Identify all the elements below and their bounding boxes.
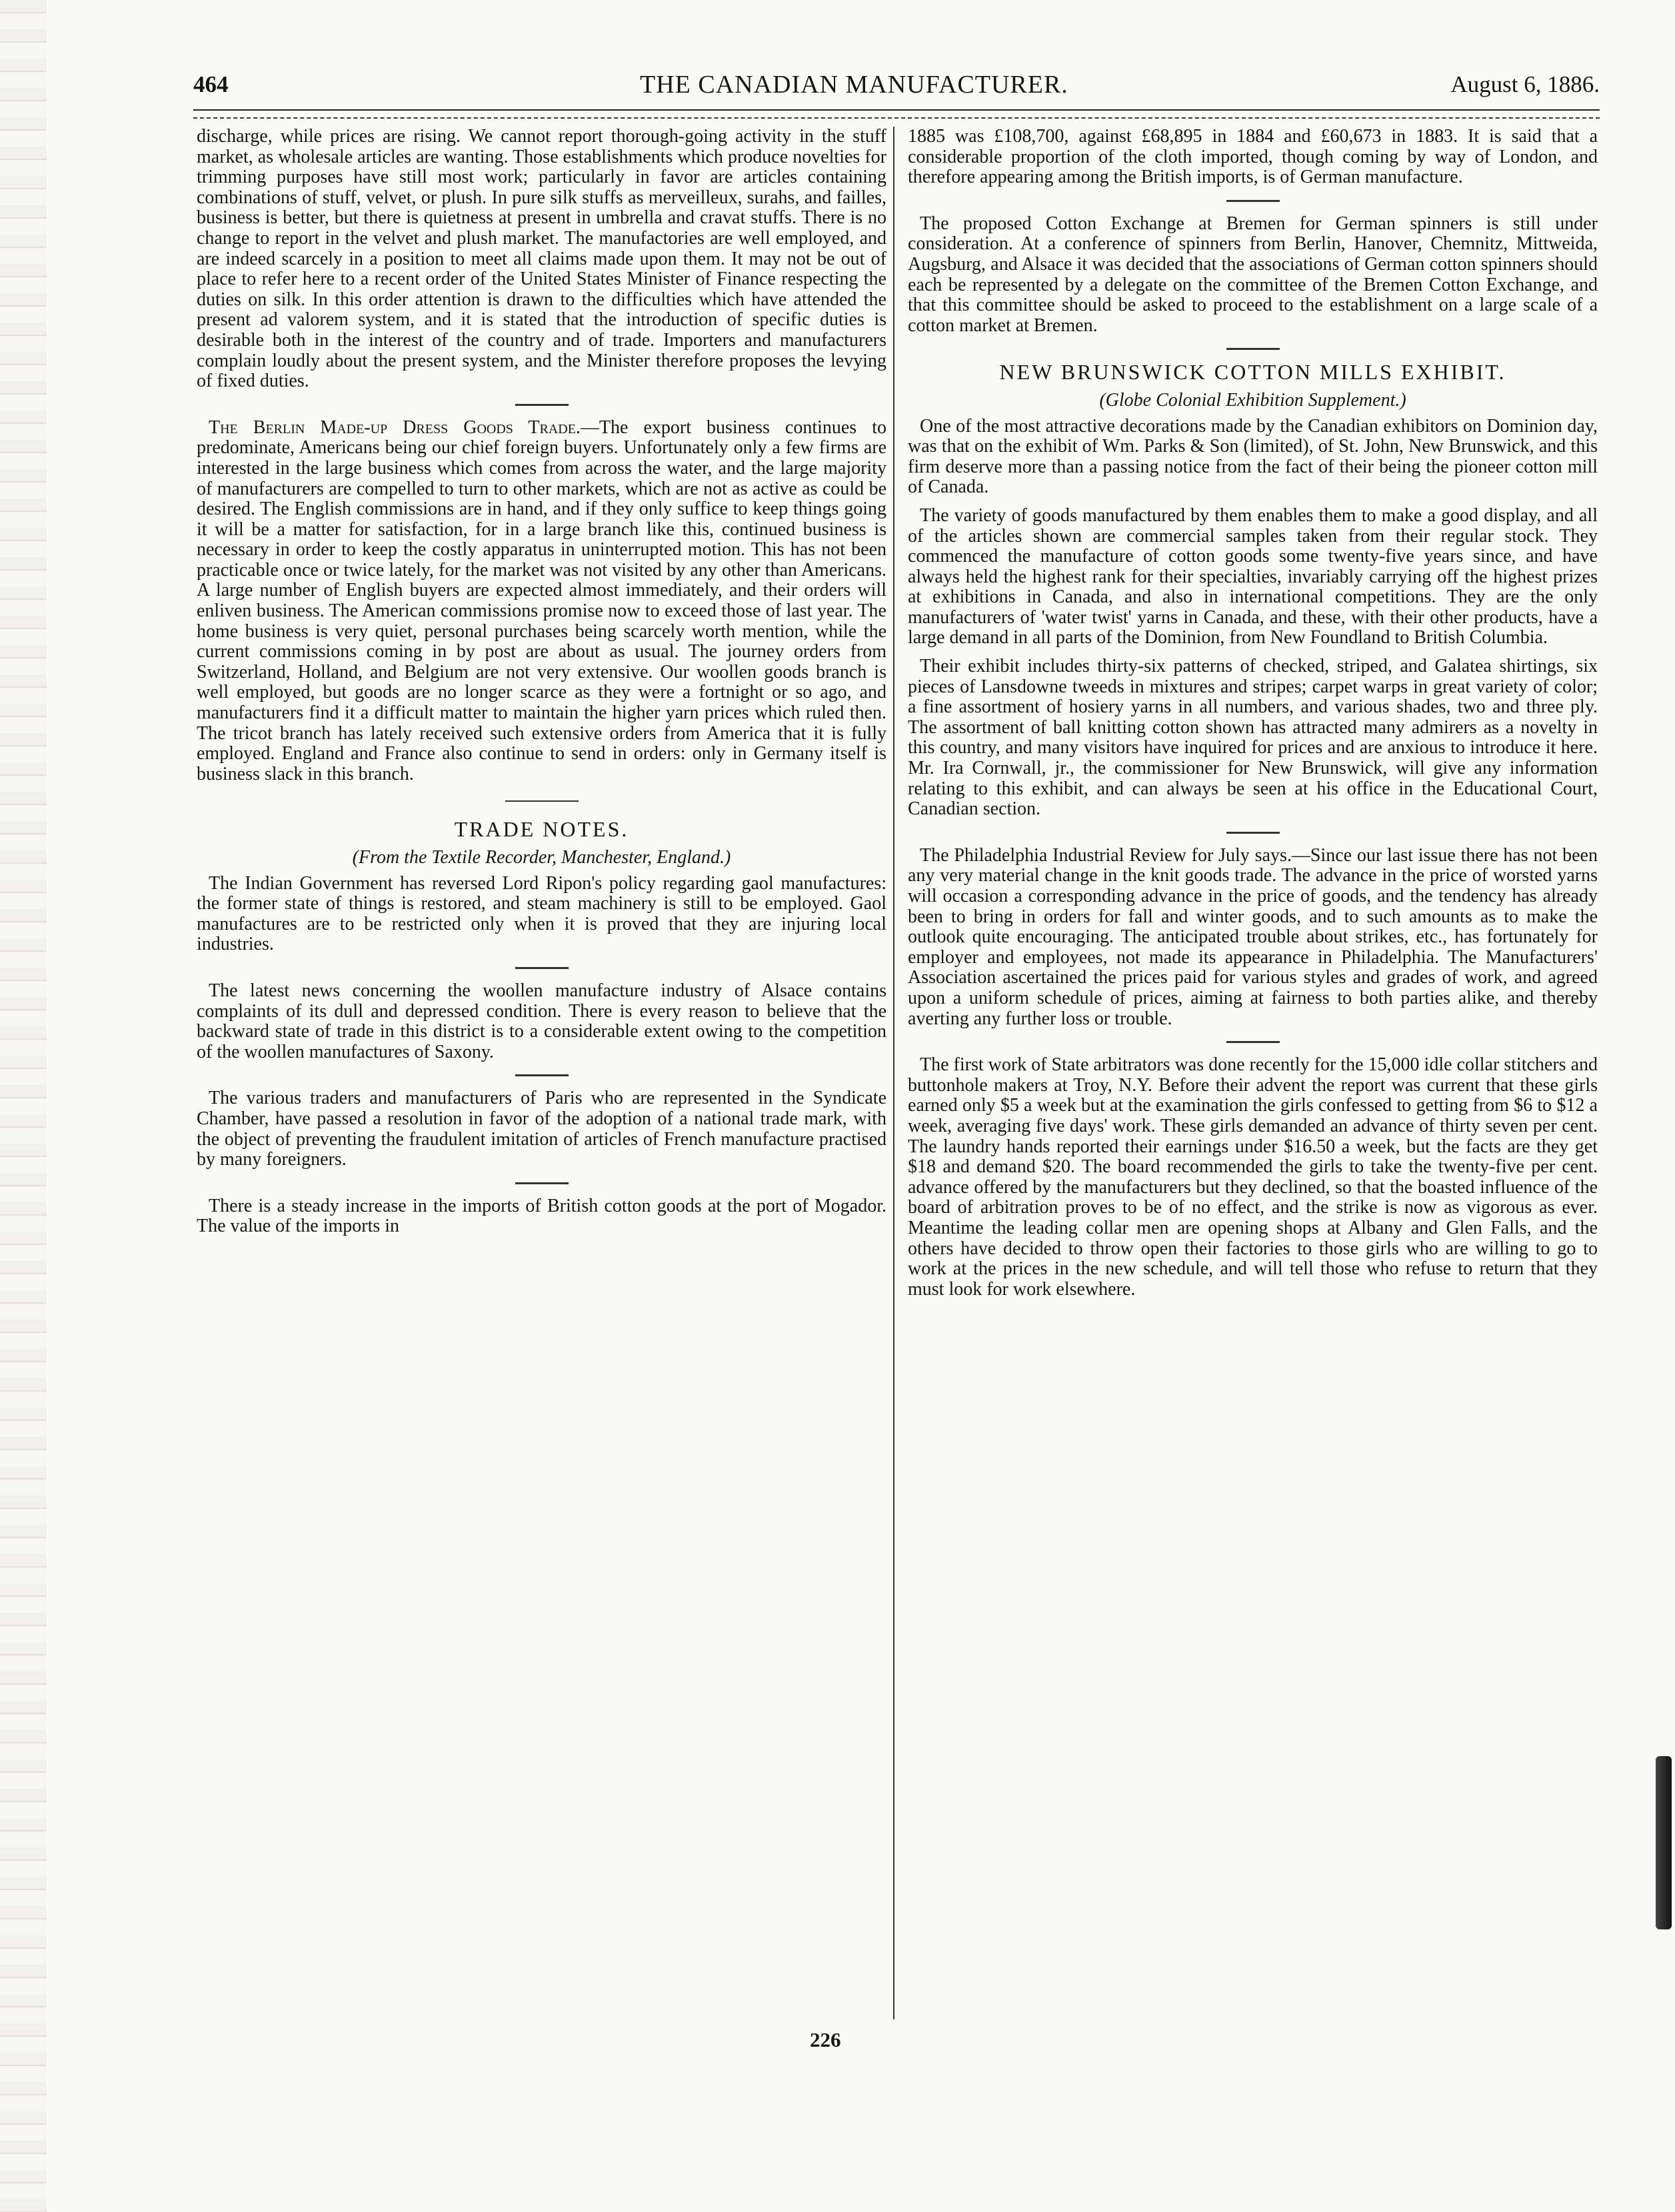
scanned-right-edge (1656, 1756, 1672, 1929)
bremen-cotton-exchange-note: The proposed Cotton Exchange at Bremen for German spinners is still under consideration. At a conference of spinners from Berlin, Hanover, Chemnitz, Mittweida, Augsburg, and Alsace it was decided that the associations of German cotton spinners should each be represented by a delegate on the committee of the Bremen Cotton Exchange, and that this committee should be asked to proceed to the establishment on a large scale of a cotton market at Bremen. (908, 213, 1598, 336)
new-brunswick-source: (Globe Colonial Exhibition Supplement.) (1099, 389, 1406, 411)
left-paragraph-1: discharge, while prices are rising. We cannot report thorough-going activity in the stuff market, as wholesale articles are wanting. Those establishments which produce novelties for trimming purposes have still most work; particularly in favor are articles containing combinations of stuff, velvet, or plush. In pure silk stuffs as merveilleux, surahs, and failles, business is better, but there is quietness at present in umbrella and cravat stuffs. There is no change to report in the velvet and plush market. The manufactories are well employed, and are indeed scarcely in a position to meet all claims made upon them. It may not be out of place to refer here to a recent order of the United States Minister of Finance respecting the duties on silk. In this order attention is drawn to the difficulties which have attended the present ad valorem system, and it is stated that the introduction of specific duties is desirable both in the interest of the country and of trade. Importers and manufacturers complain loudly about the present system, and the Minister therefore proposes the levying of fixed duties. (197, 127, 886, 392)
issue-date: August 6, 1886. (1450, 71, 1600, 97)
page-header (193, 64, 1600, 105)
paris-trade-mark-note: The various traders and manufacturers of Paris who are represented in the Syndicate Chamber, have passed a resolution in favor of the adoption of a national trade mark, with the object of preventing the fraudulent imitation of articles of French manufacture practised by many foreigners. (197, 1088, 886, 1170)
section-rule (515, 1074, 569, 1076)
left-column (197, 127, 886, 2019)
section-rule (515, 1182, 569, 1184)
right-column (908, 127, 1598, 2019)
new-brunswick-heading: NEW BRUNSWICK COTTON MILLS EXHIBIT. (999, 360, 1506, 385)
new-brunswick-paragraph-2: The variety of goods manufactured by them enables them to make a good display, and all of the articles shown are commercial samples taken from their regular stock. They commenced the manufacture of cotton goods some twenty-five years since, and have always held the highest rank for their specialties, invariably carrying off the highest prizes at exhibitions in Canada, and also in international competitions. They are the only manufacturers of 'water twist' yarns in Canada, and these, with their other products, have a large demand in all parts of the Dominion, from New Foundland to British Columbia. (908, 505, 1598, 648)
page-number: 464 (193, 71, 229, 97)
state-arbitrators-note: The first work of State arbitrators was done recently for the 15,000 idle collar stitchers and buttonhole makers at Troy, N.Y. Before their advent the report was current that these girls earned only $5 a week but at the examination the girls confessed to getting from $6 to $12 a week, averaging five days' work. These girls demanded an advance of thirty seven per cent. The laundry hands reported their earnings under $16.50 a week, but the facts are they get $18 and demand $20. The board recommended the girls to take the twenty-five per cent. advance offered by the manufacturers but they declined, so that the boasted influence of the board of arbitration proves to be of no effect, and the strike is now as vigorous as ever. Meantime the leading collar men are opening shops at Albany and Glen Falls, and the others have decided to throw open their factories to those girls who are willing to go to work at the prices in the new schedule, and will tell those who refuse to return that they must look for work elsewhere. (908, 1054, 1598, 1300)
indian-government-note: The Indian Government has reversed Lord Ripon's policy regarding gaol manufactures: the former state of things is restored, and steam machinery is still to be employed. Gaol manufactures are to be restricted only when it is proved that they are injuring local industries. (197, 872, 886, 955)
section-rule (1226, 1041, 1280, 1043)
philadelphia-review-note: The Philadelphia Industrial Review for July says.—Since our last issue there has not been any very material change in the knit goods trade. The advance in the price of worsted yarns will occasion a corresponding advance in the price of goods, and the tendency has already been to bring in orders for fall and winter goods, and to such amounts as to make the outlook quite encouraging. The anticipated trouble about strikes, etc., has fortunately for employer and employees, not made its appearance in Philadelphia. The Manufacturers' Association ascertained the prices paid for various styles and grades of work, and agreed upon a uniform schedule of prices, aiming at fairness to both parties alike, and thereby averting any further loss or trouble. (908, 844, 1598, 1029)
section-rule (515, 404, 569, 406)
publication-title: THE CANADIAN MANUFACTURER. (640, 71, 1068, 99)
new-brunswick-paragraph-1: One of the most attractive decorations made by the Canadian exhibitors on Dominion day, was that on the exhibit of Wm. Parks & Son (limited), of St. John, New Brunswick, and this firm deserve more than a passing notice from the fact of their being the pioneer cotton mill of Canada. (908, 415, 1598, 498)
mogador-imports-continued: 1885 was £108,700, against £68,895 in 1884 and £60,673 in 1883. It is said that a considerable proportion of the cloth imported, though coming by way of London, and therefore appearing among the British imports, is of German manufacture. (908, 127, 1598, 188)
trade-notes-heading: TRADE NOTES. (454, 817, 629, 842)
section-rule (515, 967, 569, 969)
berlin-trade-paragraph (197, 418, 886, 785)
folio-number: 226 (810, 2028, 841, 2051)
new-brunswick-paragraph-3: Their exhibit includes thirty-six patterns of checked, striped, and Galatea shirtings, six pieces of Lansdowne tweeds in mixtures and stripes; carpet warps in great variety of color; a fine assortment of hosiery yarns in all numbers, and various shades, two and three ply. The assortment of ball knitting cotton shown has attracted many admirers as a novelty in this country, and many visitors have inquired for prices and are anxious to introduce it here. Mr. Ira Cornwall, jr., the commissioner for New Brunswick, will give any information relating to this exhibit, and can always be seen at his office in the Educational Court, Canadian section. (908, 656, 1598, 820)
alsace-woollen-note: The latest news concerning the woollen manufacture industry of Alsace contains complaints of its dull and depressed condition. There is every reason to believe that the backward state of trade in this district is to a considerable extent owing to the competition of the woollen manufactures of Saxony. (197, 980, 886, 1062)
berlin-trade-lead: The Berlin Made-up Dress Goods Trade. (209, 417, 581, 438)
scanned-left-edge (0, 0, 47, 2212)
section-rule (1226, 200, 1280, 202)
mogador-cotton-note: There is a steady increase in the imports of British cotton goods at the port of Mogador. The value of the imports in (197, 1195, 886, 1237)
section-rule (505, 800, 579, 802)
trade-notes-source: (From the Textile Recorder, Manchester, England.) (352, 847, 731, 868)
berlin-trade-body: —The export business continues to predominate, Americans being our chief foreign buyers. Unfortunately only a few firms are interested in the large business which comes from across the water, and the large majority of manufacturers are compelled to turn to other markets, which are not as active as could be desired. The English commissions are in hand, and if they only suffice to keep things going it will be a matter for satisfaction, for in a large branch like this, continued business is necessary in order to keep the costly apparatus in uninterrupted motion. This has not been practicable once or twice lately, for the market was not visited by any other than Americans. A large number of English buyers are expected almost immediately, and their orders will enliven business. The American commissions promise now to exceed those of last year. The home business is very quiet, personal purchases being scarcely worth mention, while the current commissions coming in by post are about as usual. The journey orders from Switzerland, Holland, and Belgium are not very extensive. Our woollen goods branch is well employed, but goods are no longer scarce as they were a fortnight or so ago, and manufacturers find it a difficult matter to maintain the higher yarn prices which ruled then. The tricot branch has lately received such extensive orders from America that it is fully employed. England and France also continue to send in orders: only in Germany itself is business slack in this branch. (197, 417, 886, 784)
section-rule (1226, 348, 1280, 350)
section-rule (1226, 832, 1280, 834)
header-double-rule (193, 109, 1600, 119)
column-divider (893, 127, 894, 2019)
